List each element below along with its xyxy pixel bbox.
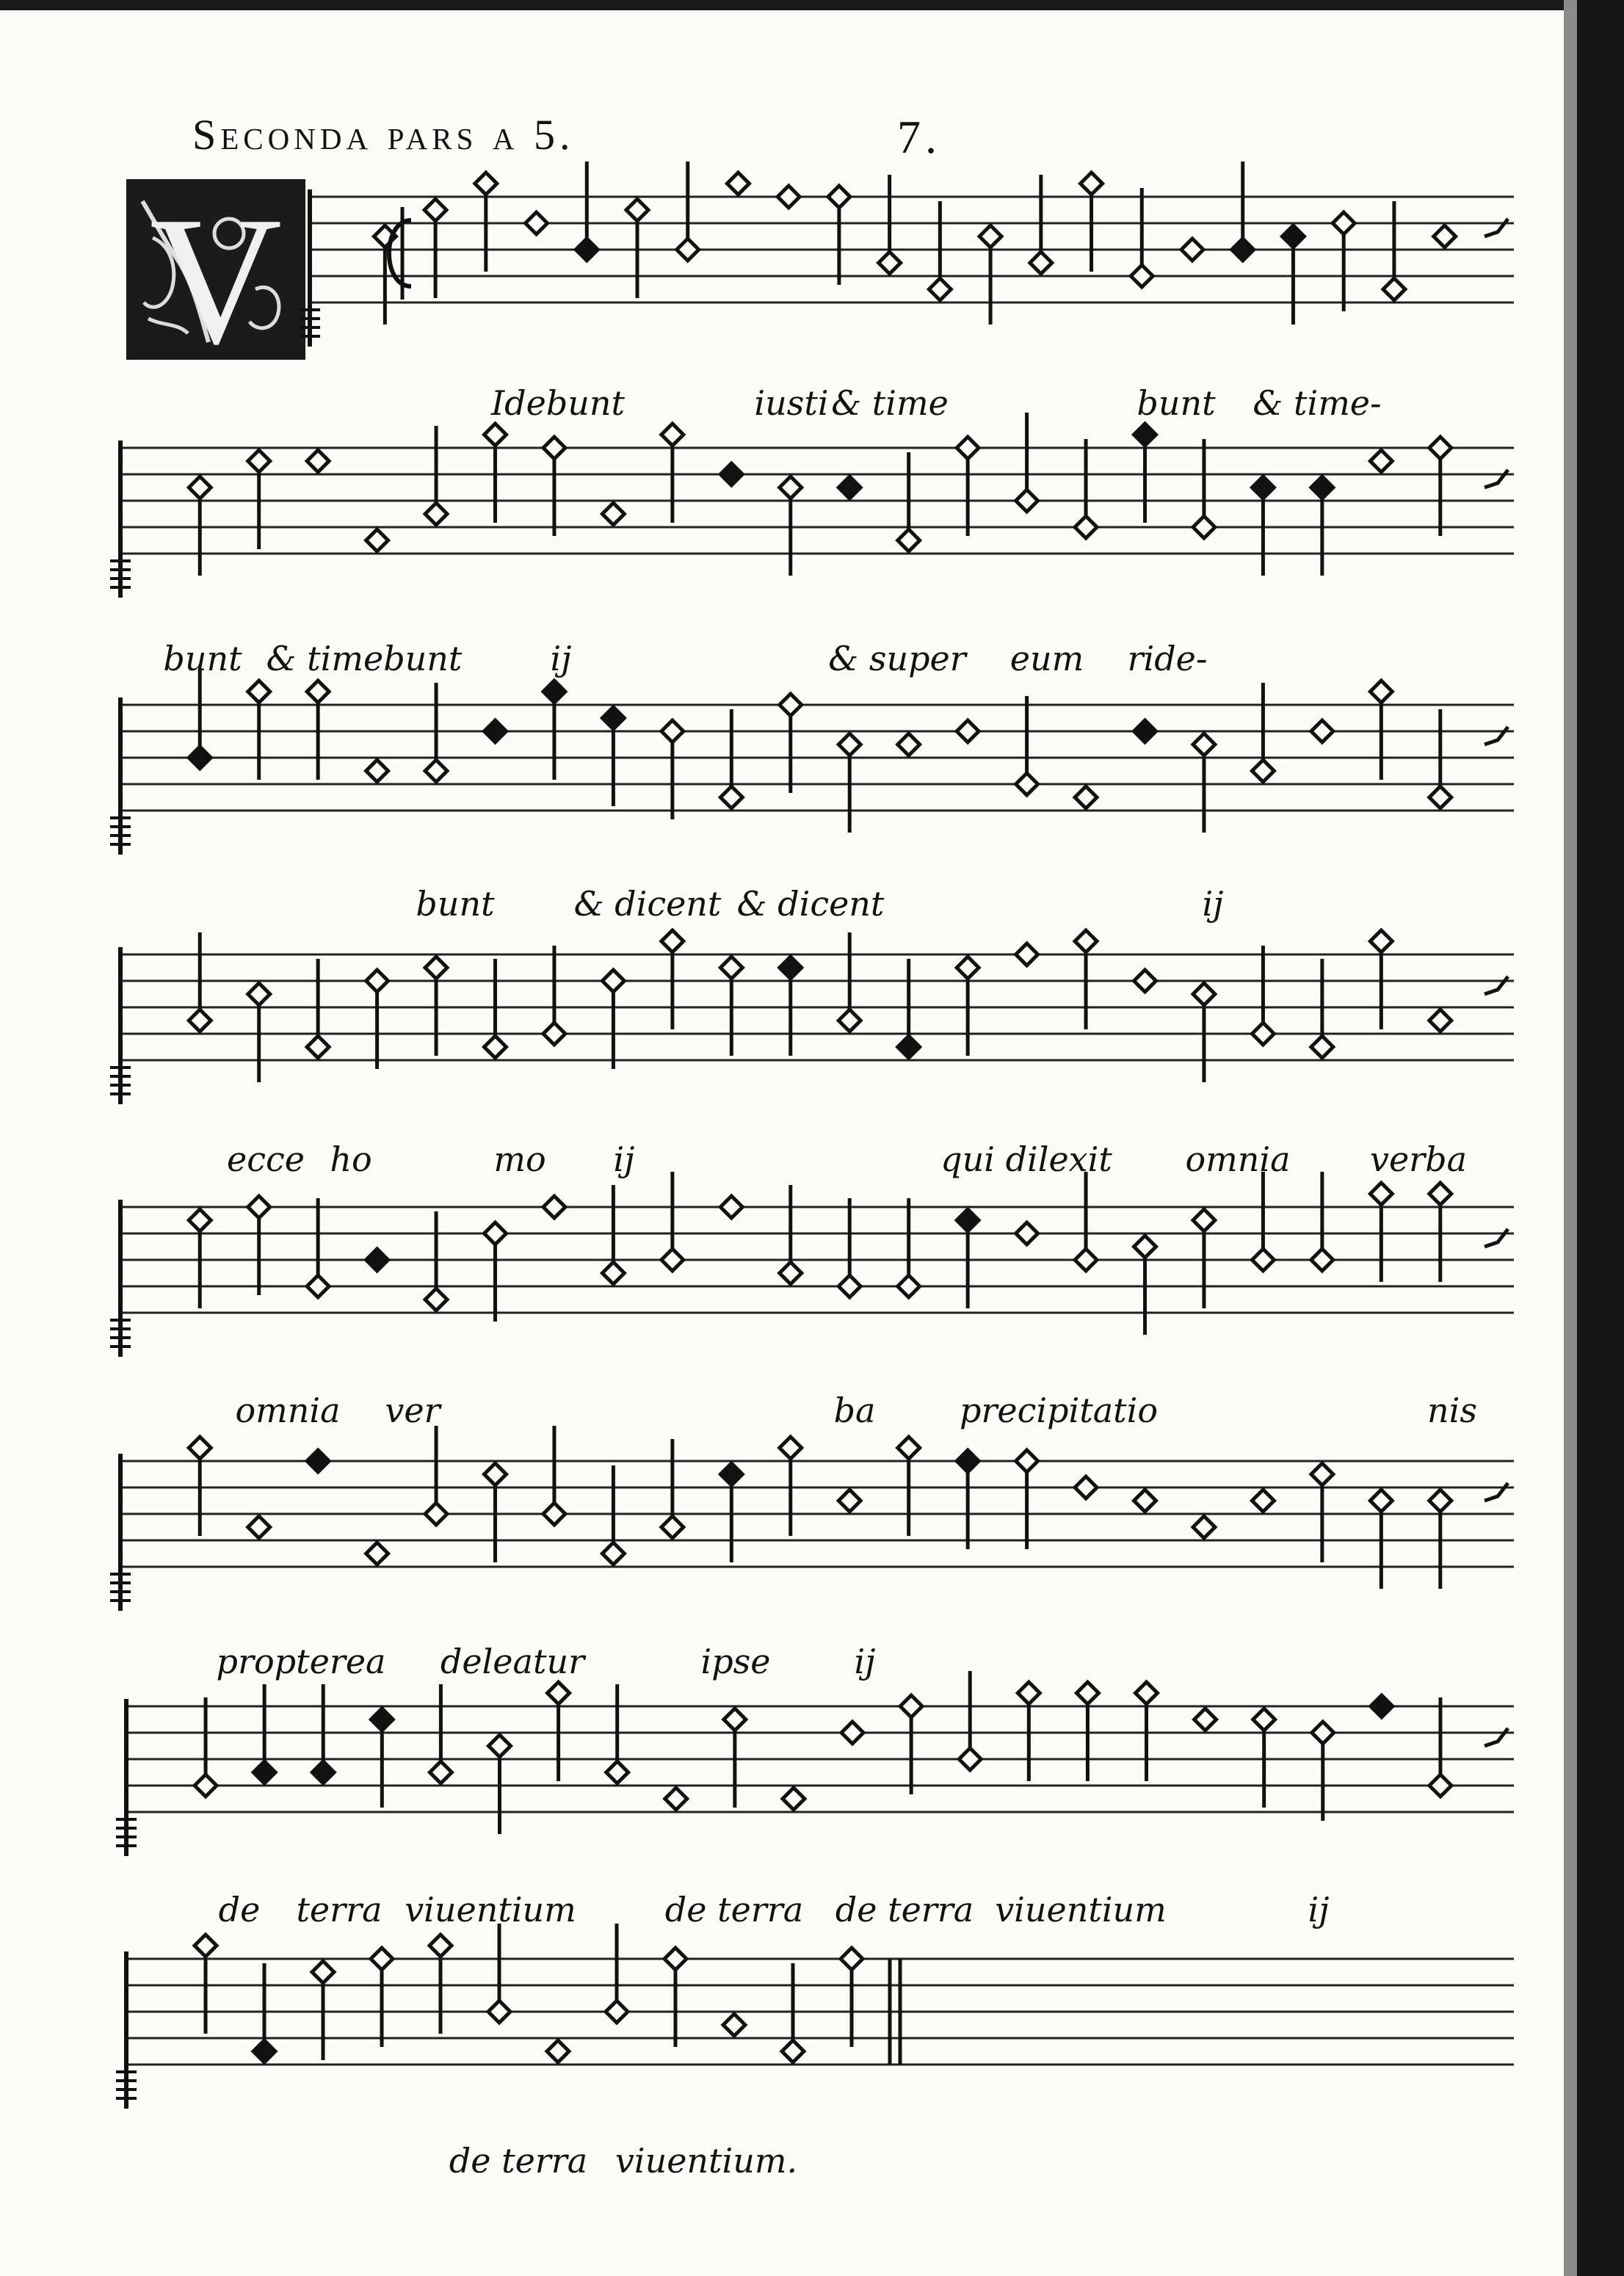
note-head: [307, 450, 329, 472]
note-head: [526, 212, 548, 234]
note-head: [1016, 1222, 1038, 1244]
lyric-syllable: Idebunt: [490, 383, 626, 423]
lyric-syllable: & time-: [1253, 383, 1382, 423]
note-head: [425, 503, 447, 525]
note-head: [307, 1450, 329, 1472]
lyric-syllable: & time: [831, 383, 949, 423]
note-head: [366, 529, 388, 551]
note-head: [780, 1437, 802, 1459]
note-head: [838, 733, 860, 755]
note-head: [1311, 1036, 1333, 1058]
note-head: [1134, 1236, 1156, 1258]
note-head: [720, 786, 742, 808]
note-head: [1075, 1476, 1097, 1498]
note-head: [606, 2001, 628, 2023]
note-head: [543, 1503, 565, 1525]
note-head: [576, 239, 598, 261]
lyric-syllable: deleatur: [440, 1642, 585, 1681]
note-head: [1075, 516, 1097, 538]
note-head: [248, 681, 270, 703]
note-head: [1333, 212, 1355, 234]
note-head: [1311, 1463, 1333, 1485]
note-head: [665, 1788, 687, 1810]
note-head: [1136, 1682, 1158, 1704]
note-head: [248, 1196, 270, 1218]
note-head: [1075, 786, 1097, 808]
note-head: [898, 1036, 920, 1058]
note-head: [1429, 1010, 1451, 1032]
note-head: [485, 424, 507, 446]
note-head: [782, 2040, 804, 2062]
note-head: [548, 1682, 570, 1704]
note-head: [1371, 1695, 1393, 1717]
note-head: [425, 1289, 447, 1311]
custos: [1485, 1728, 1508, 1746]
note-head: [485, 1222, 507, 1244]
custos: [1485, 727, 1508, 744]
note-head: [307, 1036, 329, 1058]
note-head: [838, 1490, 860, 1512]
note-head: [898, 529, 920, 551]
note-head: [248, 450, 270, 472]
note-head: [777, 186, 800, 208]
lyric-syllable: & dicent: [573, 884, 722, 924]
note-head: [371, 1708, 393, 1730]
initial-letter: V: [149, 179, 283, 360]
note-head: [253, 2040, 275, 2062]
note-head: [253, 1761, 275, 1783]
lyric-syllable: de terra: [449, 2141, 588, 2181]
note-head: [602, 970, 624, 992]
note-head: [1193, 1516, 1215, 1538]
lyric-syllable: viuentium: [995, 1890, 1167, 1929]
note-head: [543, 681, 565, 703]
note-head: [626, 199, 648, 221]
note-head: [1429, 1490, 1451, 1512]
note-head: [661, 930, 684, 952]
note-head: [543, 1196, 565, 1218]
note-head: [720, 957, 742, 979]
note-head: [780, 957, 802, 979]
note-head: [1195, 1708, 1217, 1730]
running-title: Seconda pars a 5.: [192, 111, 575, 159]
note-head: [957, 437, 979, 459]
note-head: [1076, 1682, 1098, 1704]
lyric-syllable: omnia: [1185, 1139, 1291, 1179]
note-head: [841, 1948, 863, 1970]
lyric-syllable: ride-: [1127, 639, 1208, 678]
lyric-syllable: ij: [1308, 1890, 1330, 1929]
custos: [1485, 470, 1508, 488]
custos: [1485, 976, 1508, 994]
note-head: [307, 681, 329, 703]
note-head: [838, 1275, 860, 1297]
note-head: [485, 720, 507, 742]
note-head: [1370, 1490, 1392, 1512]
note-head: [1252, 476, 1274, 499]
note-head: [1282, 225, 1304, 247]
note-head: [1134, 424, 1156, 446]
lyric-syllable: bunt: [1137, 383, 1216, 423]
lyric-syllable: bunt: [416, 884, 495, 924]
note-head: [1370, 930, 1392, 952]
note-head: [879, 252, 901, 274]
lyric-syllable: viuentium: [405, 1890, 576, 1929]
note-head: [248, 983, 270, 1005]
lyric-syllable: ba: [833, 1391, 876, 1430]
lyric-syllable: ipse: [700, 1642, 771, 1681]
lyric-syllable: qui dilexit: [940, 1139, 1112, 1179]
note-head: [1311, 476, 1333, 499]
note-head: [248, 1516, 270, 1538]
note-head: [312, 1761, 334, 1783]
note-head: [475, 173, 497, 195]
note-head: [1030, 252, 1052, 274]
note-head: [841, 1722, 863, 1744]
note-head: [1134, 970, 1156, 992]
note-head: [780, 476, 802, 499]
note-head: [195, 1935, 217, 1957]
note-head: [1193, 733, 1215, 755]
note-head: [1193, 516, 1215, 538]
note-head: [724, 1708, 746, 1730]
note-head: [1016, 1450, 1038, 1472]
note-head: [661, 424, 684, 446]
note-head: [366, 1543, 388, 1565]
note-head: [957, 1209, 979, 1231]
note-head: [959, 1748, 981, 1770]
lyric-syllable: de terra: [835, 1890, 974, 1929]
lyric-syllable: nis: [1427, 1391, 1477, 1430]
note-head: [1075, 1249, 1097, 1271]
note-head: [1193, 983, 1215, 1005]
lyric-syllable: eum: [1009, 639, 1084, 678]
note-head: [1429, 1183, 1451, 1205]
note-head: [485, 1463, 507, 1485]
note-head: [1383, 278, 1405, 300]
lyric-syllable: ij: [854, 1642, 876, 1681]
note-head: [1370, 1183, 1392, 1205]
lyric-syllable: & dicent: [736, 884, 885, 924]
lyric-syllable: iusti: [754, 383, 829, 423]
note-head: [1370, 450, 1392, 472]
note-head: [543, 1023, 565, 1045]
note-head: [543, 437, 565, 459]
note-head: [1252, 1249, 1274, 1271]
lyric-syllable: ij: [613, 1139, 635, 1179]
lyric-syllable: ij: [550, 639, 572, 678]
note-head: [929, 278, 951, 300]
note-head: [1429, 437, 1451, 459]
note-head: [1131, 265, 1153, 287]
note-head: [957, 957, 979, 979]
lyric-syllable: ecce: [227, 1139, 305, 1179]
lyric-syllable: omnia: [235, 1391, 341, 1430]
note-head: [828, 186, 850, 208]
note-head: [727, 173, 749, 195]
lyric-syllable: de terra: [664, 1890, 804, 1929]
note-head: [307, 1275, 329, 1297]
note-head: [720, 1463, 742, 1485]
note-head: [720, 463, 742, 485]
lyric-syllable: mo: [493, 1139, 546, 1179]
note-head: [1018, 1682, 1040, 1704]
note-head: [664, 1948, 686, 1970]
lyric-syllable: verba: [1369, 1139, 1468, 1179]
note-head: [1253, 1708, 1275, 1730]
lyric-syllable: & timebunt: [266, 639, 463, 678]
note-head: [312, 1961, 334, 1983]
lyric-syllable: precipitatio: [959, 1391, 1159, 1430]
note-head: [1311, 1249, 1333, 1271]
note-head: [1016, 773, 1038, 795]
note-head: [661, 1249, 684, 1271]
lyric-syllable: bunt: [163, 639, 242, 678]
note-head: [783, 1788, 805, 1810]
note-head: [189, 747, 211, 769]
note-head: [602, 1543, 624, 1565]
note-head: [1252, 1023, 1274, 1045]
note-head: [957, 720, 979, 742]
lyric-syllable: de: [218, 1890, 261, 1929]
note-head: [485, 1036, 507, 1058]
note-head: [1081, 173, 1103, 195]
note-head: [425, 760, 447, 782]
custos: [1485, 1229, 1508, 1247]
note-head: [900, 1695, 922, 1717]
note-head: [602, 503, 624, 525]
lyric-syllable: ver: [385, 1391, 441, 1430]
note-head: [189, 476, 211, 499]
note-head: [189, 1209, 211, 1231]
note-head: [547, 2040, 569, 2062]
note-head: [429, 1761, 452, 1783]
page-number: 7.: [897, 111, 941, 163]
lyric-syllable: viuentium.: [615, 2141, 798, 2181]
note-head: [1252, 760, 1274, 782]
note-head: [661, 720, 684, 742]
note-head: [489, 1735, 511, 1757]
note-head: [898, 1275, 920, 1297]
note-head: [1252, 1490, 1274, 1512]
note-head: [838, 1010, 860, 1032]
custos: [1485, 219, 1508, 236]
note-head: [606, 1761, 628, 1783]
note-head: [780, 694, 802, 716]
note-head: [366, 1249, 388, 1271]
note-head: [189, 1437, 211, 1459]
lyric-syllable: ij: [1202, 884, 1224, 924]
note-head: [488, 2001, 510, 2023]
note-head: [1181, 239, 1203, 261]
note-head: [1429, 786, 1451, 808]
note-head: [189, 1010, 211, 1032]
note-head: [425, 957, 447, 979]
note-head: [366, 970, 388, 992]
note-head: [366, 760, 388, 782]
note-head: [1075, 930, 1097, 952]
note-head: [602, 1262, 624, 1284]
note-head: [723, 2014, 745, 2036]
lyric-syllable: terra: [296, 1890, 383, 1929]
note-head: [957, 1450, 979, 1472]
note-head: [1193, 1209, 1215, 1231]
custos: [1485, 1483, 1508, 1501]
note-head: [720, 1196, 742, 1218]
note-head: [1370, 681, 1392, 703]
lyric-syllable: & super: [828, 639, 966, 678]
lyric-syllable: propterea: [216, 1642, 386, 1681]
note-head: [602, 707, 624, 729]
note-head: [898, 733, 920, 755]
note-head: [371, 1948, 393, 1970]
note-head: [429, 1935, 452, 1957]
note-head: [195, 1775, 217, 1797]
note-head: [1134, 1490, 1156, 1512]
note-head: [1016, 490, 1038, 512]
note-head: [661, 1516, 684, 1538]
note-head: [1311, 720, 1333, 742]
note-head: [1434, 225, 1456, 247]
note-head: [425, 1503, 447, 1525]
note-head: [1312, 1722, 1334, 1744]
lyric-syllable: ho: [330, 1139, 372, 1179]
note-head: [1232, 239, 1254, 261]
note-head: [1016, 943, 1038, 965]
note-head: [1429, 1775, 1451, 1797]
note-head: [838, 476, 860, 499]
note-head: [1134, 720, 1156, 742]
note-head: [780, 1262, 802, 1284]
note-head: [898, 1437, 920, 1459]
note-head: [677, 239, 699, 261]
note-head: [424, 199, 446, 221]
note-head: [979, 225, 1001, 247]
